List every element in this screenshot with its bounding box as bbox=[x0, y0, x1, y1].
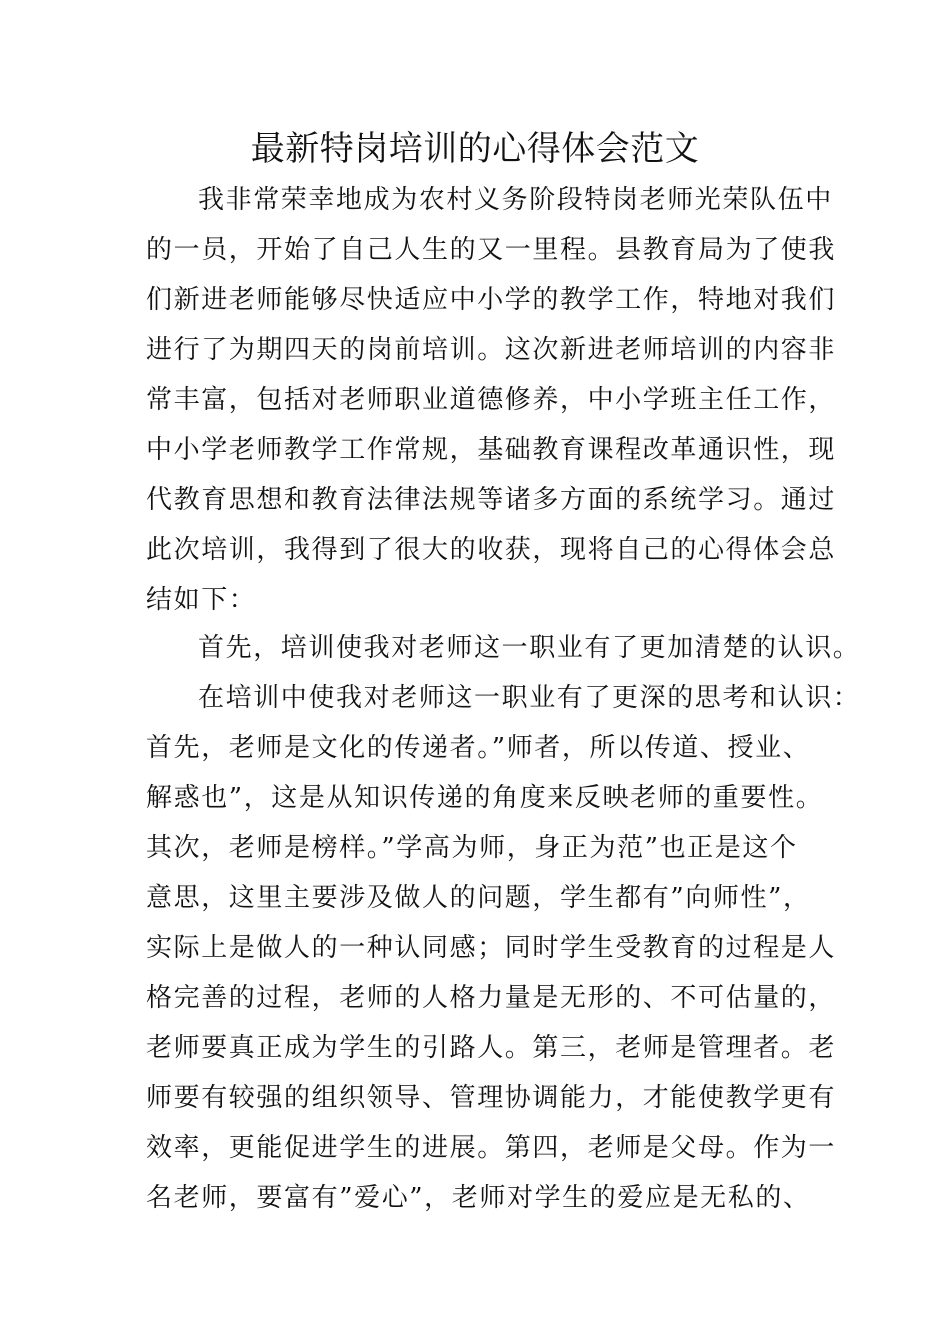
document-title: 最新特岗培训的心得体会范文 bbox=[250, 129, 700, 169]
text-line: 在培训中使我对老师这一职业有了更深的思考和认识： bbox=[198, 683, 861, 713]
text-line: 常丰富，包括对老师职业道德修养，中小学班主任工作， bbox=[146, 385, 837, 415]
text-line: 我非常荣幸地成为农村义务阶段特岗老师光荣队伍中 bbox=[198, 185, 833, 215]
text-line: 师要有较强的组织领导、管理协调能力，才能使教学更有 bbox=[146, 1083, 837, 1113]
text-line: 的一员，开始了自己人生的又一里程。县教育局为了使我 bbox=[146, 235, 837, 265]
text-line: 效率，更能促进学生的进展。第四，老师是父母。作为一 bbox=[146, 1133, 837, 1163]
text-line: 中小学老师教学工作常规，基础教育课程改革通识性，现 bbox=[146, 435, 837, 465]
text-line: 格完善的过程，老师的人格力量是无形的、不可估量的， bbox=[146, 983, 837, 1013]
text-line: 结如下： bbox=[146, 585, 257, 615]
text-line: 首先，老师是文化的传递者。”师者，所以传道、授业、 bbox=[146, 733, 811, 763]
text-line: 其次，老师是榜样。”学高为师，身正为范”也正是这个 bbox=[146, 833, 798, 863]
text-line: 首先，培训使我对老师这一职业有了更加清楚的认识。 bbox=[198, 633, 861, 663]
text-line: 代教育思想和教育法律法规等诸多方面的系统学习。通过 bbox=[146, 485, 837, 515]
text-line: 此次培训，我得到了很大的收获，现将自己的心得体会总 bbox=[146, 535, 837, 565]
text-line: 解惑也”，这是从知识传递的角度来反映老师的重要性。 bbox=[146, 783, 824, 813]
text-line: 们新进老师能够尽快适应中小学的教学工作，特地对我们 bbox=[146, 285, 837, 315]
text-line: 意思，这里主要涉及做人的问题，学生都有”向师性”， bbox=[146, 883, 811, 913]
text-line: 名老师，要富有”爱心”，老师对学生的爱应是无私的、 bbox=[146, 1183, 811, 1213]
text-line: 实际上是做人的一种认同感；同时学生受教育的过程是人 bbox=[146, 933, 837, 963]
text-line: 进行了为期四天的岗前培训。这次新进老师培训的内容非 bbox=[146, 335, 837, 365]
text-line: 老师要真正成为学生的引路人。第三，老师是管理者。老 bbox=[146, 1033, 837, 1063]
